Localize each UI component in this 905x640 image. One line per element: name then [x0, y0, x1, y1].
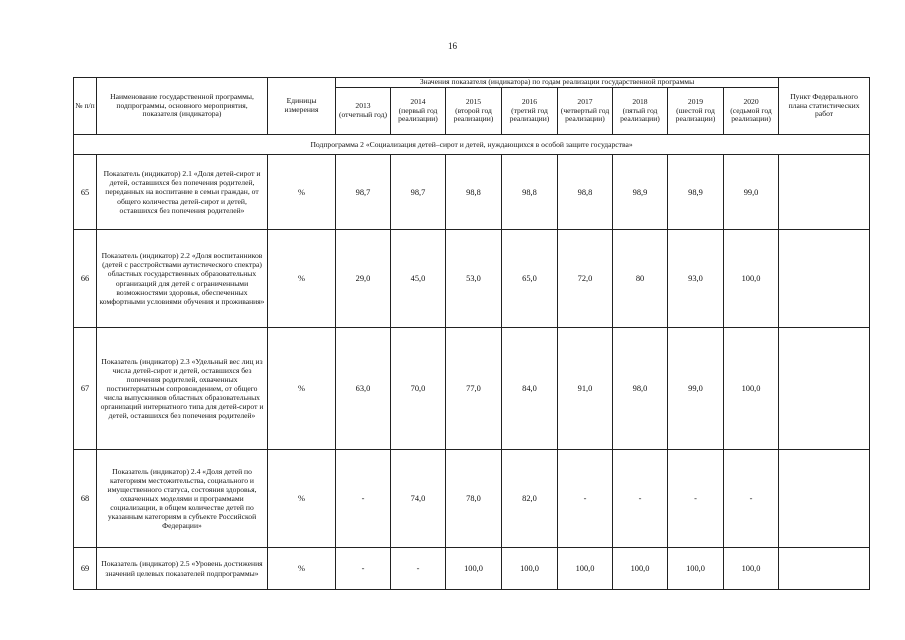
unit-cell: %	[268, 230, 336, 328]
table-row	[74, 230, 870, 328]
header-year-note: (второй год реализации)	[453, 105, 494, 124]
header-year-2019	[668, 88, 724, 135]
header-year-note: (отчетный год)	[338, 110, 388, 119]
header-year-2018	[613, 88, 668, 135]
row-number: 67	[74, 328, 97, 450]
header-year-2020	[724, 88, 779, 135]
value-cell-2019: 98,9	[668, 155, 724, 230]
table-row	[74, 328, 870, 450]
header-values-group: Значения показателя (индикатора) по годам реализации государственной программы	[336, 78, 779, 88]
plan-cell	[779, 548, 870, 590]
value-cell-2014: 74,0	[391, 450, 446, 548]
indicator-name: Показатель (индикатор) 2.5 «Уровень достижения значений целевых показателей подпрограммы»	[97, 548, 268, 590]
plan-cell	[779, 328, 870, 450]
value-cell-2018: 100,0	[613, 548, 668, 590]
value-cell-2015: 100,0	[446, 548, 502, 590]
header-name: Наименование государственной программы, подпрограммы, основного мероприятия, показателя (индикатора)	[97, 78, 268, 135]
header-year-label: 2017	[577, 96, 593, 106]
header-year-label: 2016	[521, 96, 538, 106]
value-cell-2018: 80	[613, 230, 668, 328]
table-row	[74, 155, 870, 230]
header-year-label: 2018	[632, 96, 648, 106]
header-num: № п/п	[74, 78, 97, 135]
header-unit: Единицы измерения	[268, 78, 336, 135]
value-cell-2019: 99,0	[668, 328, 724, 450]
value-cell-2019: -	[668, 450, 724, 548]
header-year-2014	[391, 88, 446, 135]
value-cell-2017: -	[558, 450, 613, 548]
header-year-label: 2019	[687, 96, 704, 106]
value-cell-2017: 98,8	[558, 155, 613, 230]
header-year-note: (шестой год реализации)	[675, 105, 716, 124]
header-year-note: (третий год реализации)	[509, 105, 550, 124]
unit-cell: %	[268, 155, 336, 230]
indicator-name: Показатель (индикатор) 2.1 «Доля детей-сирот и детей, оставшихся без попечения родителей, переданных на воспитание в семьи граждан, от общего количества детей-сирот и детей, оставшихся без попечения родителей»	[97, 155, 268, 230]
header-year-label: 2013	[355, 101, 371, 111]
value-cell-2019: 93,0	[668, 230, 724, 328]
header-year-2015	[446, 88, 502, 135]
value-cell-2013: -	[336, 450, 391, 548]
row-number: 68	[74, 450, 97, 548]
header-year-note: (седьмой год реализации)	[730, 105, 772, 124]
value-cell-2017: 72,0	[558, 230, 613, 328]
indicator-name: Показатель (индикатор) 2.2 «Доля воспитанников (детей с расстройствами аутистического спектра) областных государственных образовательных организаций для детей с ограниченными возможностями здоровья, обеспеченных комфортными условиями обучения и проживания»	[97, 230, 268, 328]
value-cell-2018: 98,0	[613, 328, 668, 450]
header-year-label: 2015	[465, 96, 482, 106]
plan-cell	[779, 230, 870, 328]
value-cell-2014: 98,7	[391, 155, 446, 230]
value-cell-2015: 78,0	[446, 450, 502, 548]
table-row	[74, 548, 870, 590]
value-cell-2020: 100,0	[724, 230, 779, 328]
value-cell-2015: 53,0	[446, 230, 502, 328]
value-cell-2020: 100,0	[724, 328, 779, 450]
unit-cell: %	[268, 548, 336, 590]
value-cell-2016: 98,8	[502, 155, 558, 230]
value-cell-2013: 63,0	[336, 328, 391, 450]
header-year-note: (пятый год реализации)	[620, 105, 660, 124]
header-year-label: 2020	[743, 96, 759, 106]
value-cell-2020: 99,0	[724, 155, 779, 230]
value-cell-2017: 91,0	[558, 328, 613, 450]
value-cell-2013: 98,7	[336, 155, 391, 230]
value-cell-2015: 98,8	[446, 155, 502, 230]
indicator-name: Показатель (индикатор) 2.3 «Удельный вес лиц из числа детей-сирот и детей, оставшихся без попечения родителей, охваченных постинтернатным сопровождением, от общего числа выпускников областных образовательных организаций интернатного типа для детей-сирот и детей, оставшихся без попечения родителей»	[97, 328, 268, 450]
header-year-2016	[502, 88, 558, 135]
header-year-2017	[558, 88, 613, 135]
section-title: Подпрограмма 2 «Социализация детей–сирот и детей, нуждающихся в особой защите государства»	[74, 135, 870, 155]
value-cell-2020: -	[724, 450, 779, 548]
value-cell-2016: 84,0	[502, 328, 558, 450]
value-cell-2014: 70,0	[391, 328, 446, 450]
value-cell-2014: 45,0	[391, 230, 446, 328]
row-number: 65	[74, 155, 97, 230]
value-cell-2020: 100,0	[724, 548, 779, 590]
header-year-label: 2014	[410, 96, 426, 106]
row-number: 66	[74, 230, 97, 328]
value-cell-2017: 100,0	[558, 548, 613, 590]
value-cell-2014: -	[391, 548, 446, 590]
header-year-note: (первый год реализации)	[398, 105, 438, 124]
page-number: 16	[448, 41, 457, 51]
header-plan: Пункт Федерального плана статистических работ	[779, 78, 870, 135]
value-cell-2019: 100,0	[668, 548, 724, 590]
plan-cell	[779, 155, 870, 230]
indicator-table	[73, 77, 870, 590]
unit-cell: %	[268, 328, 336, 450]
value-cell-2013: -	[336, 548, 391, 590]
unit-cell: %	[268, 450, 336, 548]
value-cell-2016: 100,0	[502, 548, 558, 590]
value-cell-2016: 82,0	[502, 450, 558, 548]
table-row	[74, 450, 870, 548]
value-cell-2013: 29,0	[336, 230, 391, 328]
header-year-2013	[336, 88, 391, 135]
indicator-name: Показатель (индикатор) 2.4 «Доля детей по категориям местожительства, социального и имущественного статуса, состояния здоровья, охваченных моделями и программами социализации, в общем количестве детей по указанным категориям в субъекте Российской Федерации»	[97, 450, 268, 548]
value-cell-2018: 98,9	[613, 155, 668, 230]
value-cell-2015: 77,0	[446, 328, 502, 450]
row-number: 69	[74, 548, 97, 590]
header-year-note: (четвертый год реализации)	[560, 105, 610, 124]
plan-cell	[779, 450, 870, 548]
value-cell-2018: -	[613, 450, 668, 548]
value-cell-2016: 65,0	[502, 230, 558, 328]
